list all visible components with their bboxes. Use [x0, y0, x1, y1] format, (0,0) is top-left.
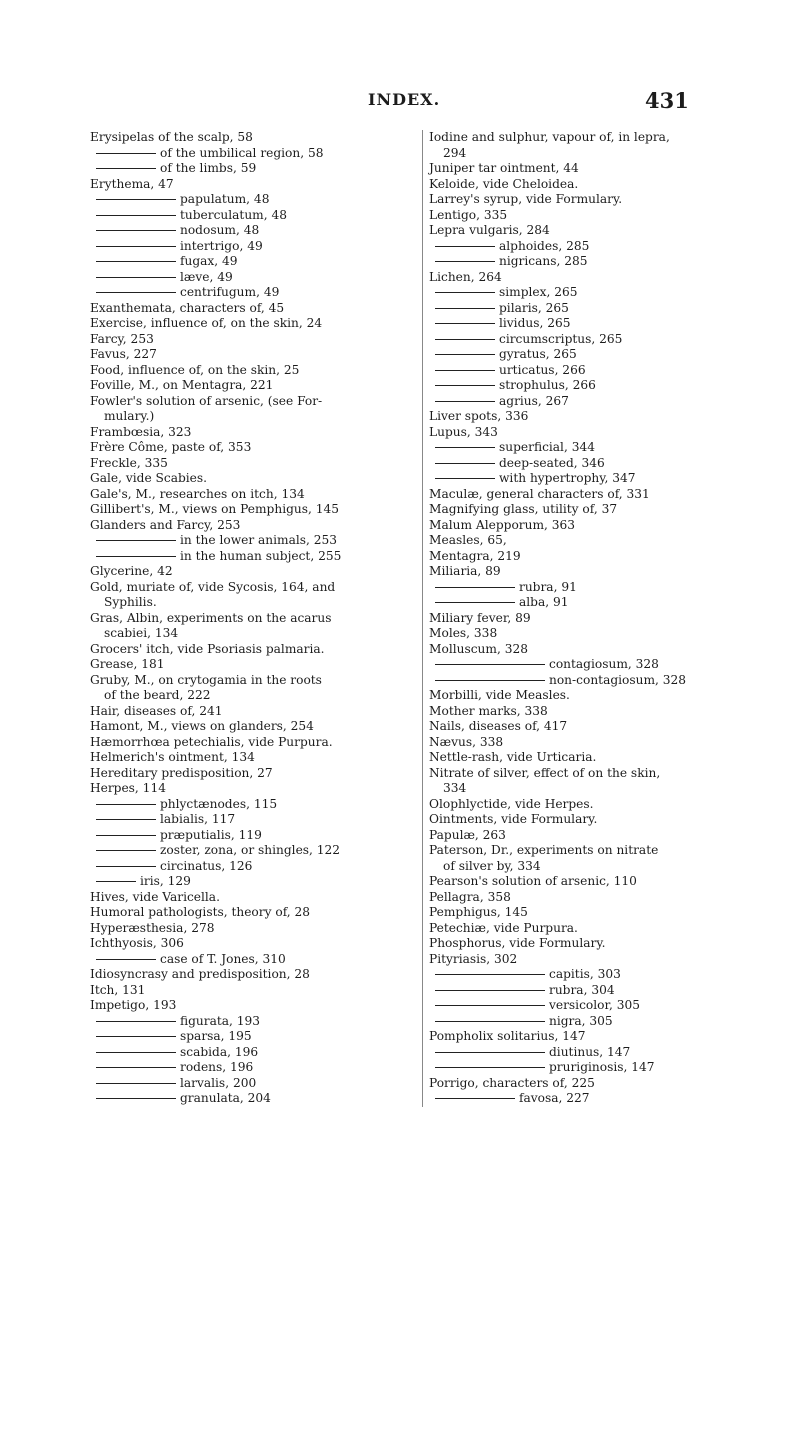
- ditto-rule: [96, 215, 176, 216]
- ditto-rule: [96, 881, 136, 882]
- index-entry: [429, 967, 742, 983]
- index-entry: [90, 657, 410, 673]
- index-entry-text: circinatus, 126: [160, 858, 253, 873]
- index-entry: [90, 998, 410, 1014]
- index-entry: [429, 270, 742, 286]
- index-entry: [429, 425, 742, 441]
- index-entry: [90, 239, 410, 255]
- ditto-rule: [96, 153, 156, 154]
- ditto-rule: [435, 354, 495, 355]
- ditto-rule: [435, 1005, 545, 1006]
- index-entry-text: Nævus, 338: [429, 734, 504, 749]
- ditto-rule: [96, 261, 176, 262]
- index-entry: [429, 208, 742, 224]
- index-column-left: [90, 130, 410, 1107]
- index-entry: [429, 921, 742, 937]
- index-entry-text: Lichen, 264: [429, 269, 502, 284]
- index-entry: [90, 332, 410, 348]
- index-entry-text: favosa, 227: [519, 1091, 590, 1105]
- index-entry-text: Papulæ, 263: [429, 827, 506, 842]
- index-entry-text: in the lower animals, 253: [180, 533, 338, 547]
- index-entry: [90, 456, 410, 472]
- index-entry: [429, 936, 742, 952]
- ditto-rule: [96, 1098, 176, 1099]
- index-entry-text: Glycerine, 42: [90, 564, 173, 578]
- index-entry: [429, 673, 742, 689]
- ditto-rule: [435, 323, 495, 324]
- index-entry-text: non-contagiosum, 328: [549, 672, 687, 687]
- index-entry: [90, 564, 410, 580]
- index-entry: [429, 905, 742, 921]
- ditto-rule: [96, 819, 156, 820]
- index-entry-text: papulatum, 48: [180, 192, 270, 206]
- index-entry-text: Favus, 227: [90, 347, 157, 361]
- index-entry: [429, 502, 742, 518]
- index-entry-text: Olophlyctide, vide Herpes.: [429, 796, 594, 811]
- index-entry: [90, 921, 410, 937]
- index-entry-text: Maculæ, general characters of, 331: [429, 486, 650, 501]
- index-entry-text: fugax, 49: [180, 254, 238, 268]
- index-entry-text: scabida, 196: [180, 1044, 259, 1059]
- index-entry: [429, 456, 742, 472]
- ditto-rule: [96, 168, 156, 169]
- index-entry-text: Gold, muriate of, vide Sycosis, 164, and: [90, 579, 336, 594]
- index-entry-text: læve, 49: [180, 269, 233, 284]
- index-entry-text: versicolor, 305: [549, 998, 640, 1012]
- index-entry-text: Miliary fever, 89: [429, 610, 531, 625]
- index-entry-text: Pemphigus, 145: [429, 905, 528, 919]
- index-entry-text: superficial, 344: [499, 440, 595, 454]
- index-entry: [90, 766, 410, 782]
- index-entry-text: Nails, diseases of, 417: [429, 719, 568, 733]
- index-entry: [429, 549, 742, 565]
- index-entry-text: Liver spots, 336: [429, 409, 529, 423]
- index-entry-text: Farcy, 253: [90, 331, 154, 346]
- index-entry-text: Freckle, 335: [90, 455, 168, 470]
- index-entry-text: Food, influence of, on the skin, 25: [90, 362, 300, 377]
- index-entry-continuation: 294: [443, 145, 467, 160]
- ditto-rule: [96, 292, 176, 293]
- index-entry-text: Juniper tar ointment, 44: [429, 161, 579, 175]
- ditto-rule: [96, 199, 176, 200]
- index-entry: [90, 905, 410, 921]
- index-entry-text: agrius, 267: [499, 393, 569, 408]
- index-entry: [90, 223, 410, 239]
- index-entry: [90, 487, 410, 503]
- index-entry: [429, 223, 742, 239]
- index-entry: [90, 781, 410, 797]
- index-entry: [90, 549, 410, 565]
- index-entry: [90, 502, 410, 518]
- index-entry: [90, 859, 410, 875]
- index-entry-text: circumscriptus, 265: [499, 331, 623, 346]
- index-entry-text: Phosphorus, vide Formulary.: [429, 936, 606, 950]
- index-entry-text: zoster, zona, or shingles, 122: [160, 843, 341, 857]
- index-entry: [90, 797, 410, 813]
- index-entry-text: Helmerich's ointment, 134: [90, 750, 255, 764]
- index-entry: [429, 595, 742, 611]
- index-entry: [429, 843, 742, 874]
- index-entry-text: Grease, 181: [90, 657, 165, 671]
- index-entry: [429, 301, 742, 317]
- index-entry: [429, 1045, 742, 1061]
- index-entry: [429, 363, 742, 379]
- index-entry-text: Impetigo, 193: [90, 998, 177, 1012]
- index-entry-text: Hives, vide Varicella.: [90, 889, 220, 904]
- index-entry: [429, 409, 742, 425]
- index-entry: [90, 316, 410, 332]
- index-entry: [90, 735, 410, 751]
- index-entry: [429, 378, 742, 394]
- index-entry-text: Gillibert's, M., views on Pemphigus, 145: [90, 502, 340, 516]
- index-entry: [429, 316, 742, 332]
- index-entry: [90, 673, 410, 704]
- index-entry-text: Erysipelas of the scalp, 58: [90, 130, 253, 144]
- index-entry: [90, 378, 410, 394]
- ditto-rule: [435, 587, 515, 588]
- ditto-rule: [435, 370, 495, 371]
- ditto-rule: [435, 1052, 545, 1053]
- index-entry-text: of the limbs, 59: [160, 161, 257, 175]
- index-entry-text: of the umbilical region, 58: [160, 145, 324, 160]
- index-entry-text: tuberculatum, 48: [180, 207, 287, 222]
- index-entry: [429, 332, 742, 348]
- index-entry-text: Magnifying glass, utility of, 37: [429, 502, 618, 516]
- index-entry: [90, 750, 410, 766]
- index-entry-continuation: Syphilis.: [104, 595, 157, 609]
- index-entry: [429, 1029, 742, 1045]
- index-entry-text: larvalis, 200: [180, 1075, 257, 1090]
- index-entry: [429, 564, 742, 580]
- index-entry-text: Humoral pathologists, theory of, 28: [90, 905, 311, 919]
- index-entry-text: Hair, diseases of, 241: [90, 703, 223, 718]
- index-entry: [90, 611, 410, 642]
- index-entry: [90, 254, 410, 270]
- index-entry-text: Pearson's solution of arsenic, 110: [429, 874, 637, 888]
- index-entry-text: Glanders and Farcy, 253: [90, 517, 241, 532]
- index-entry: [90, 177, 410, 193]
- index-entry-text: Hamont, M., views on glanders, 254: [90, 719, 314, 733]
- index-column-right: [422, 130, 742, 1107]
- index-entry-text: figurata, 193: [180, 1013, 261, 1028]
- index-entry-continuation: scabiei, 134: [104, 626, 179, 640]
- index-entry: [429, 192, 742, 208]
- index-entry-text: Nitrate of silver, effect of on the skin,: [429, 765, 661, 780]
- index-entry-text: granulata, 204: [180, 1091, 271, 1105]
- index-entry-text: sparsa, 195: [180, 1029, 252, 1043]
- index-entry: [429, 719, 742, 735]
- index-entry-text: Pityriasis, 302: [429, 951, 518, 966]
- index-entry: [90, 983, 410, 999]
- index-entry-text: nigra, 305: [549, 1013, 613, 1028]
- index-entry: [429, 254, 742, 270]
- ditto-rule: [96, 1083, 176, 1084]
- index-entry-text: urticatus, 266: [499, 362, 586, 377]
- index-entry: [429, 735, 742, 751]
- ditto-rule: [435, 339, 495, 340]
- index-entry: [429, 1060, 742, 1076]
- index-entry-text: nigricans, 285: [499, 254, 588, 268]
- index-entry: [429, 998, 742, 1014]
- ditto-rule: [96, 540, 176, 541]
- index-entry: [90, 890, 410, 906]
- index-entry: [90, 843, 410, 859]
- ditto-rule: [96, 556, 176, 557]
- index-entry-text: labialis, 117: [160, 812, 236, 826]
- index-entry: [429, 1014, 742, 1030]
- index-entry: [429, 533, 742, 549]
- index-entry-text: Lupus, 343: [429, 424, 498, 439]
- index-entry-text: Molluscum, 328: [429, 641, 528, 656]
- index-entry-text: gyratus, 265: [499, 347, 577, 361]
- index-entry-text: iris, 129: [140, 874, 191, 888]
- index-entry: [429, 161, 742, 177]
- index-entry: [90, 704, 410, 720]
- index-entry-text: Pompholix solitarius, 147: [429, 1029, 586, 1043]
- index-entry: [429, 347, 742, 363]
- index-entry-text: capitis, 303: [549, 967, 621, 981]
- index-entry: [429, 704, 742, 720]
- index-entry-text: Exanthemata, characters of, 45: [90, 300, 285, 315]
- ditto-rule: [435, 990, 545, 991]
- index-entry: [90, 347, 410, 363]
- index-entry-text: Herpes, 114: [90, 781, 166, 795]
- index-entry-continuation: 334: [443, 781, 467, 795]
- index-entry: [429, 440, 742, 456]
- ditto-rule: [435, 463, 495, 464]
- ditto-rule: [435, 308, 495, 309]
- ditto-rule: [435, 1067, 545, 1068]
- index-entry-text: Hyperæsthesia, 278: [90, 920, 215, 935]
- index-entry: [429, 688, 742, 704]
- ditto-rule: [96, 1052, 176, 1053]
- ditto-rule: [435, 664, 545, 665]
- index-entry-text: Foville, M., on Mentagra, 221: [90, 378, 274, 392]
- index-entry: [429, 657, 742, 673]
- index-entry: [90, 533, 410, 549]
- index-entry: [90, 363, 410, 379]
- index-entry: [90, 936, 410, 952]
- index-entry-text: Gras, Albin, experiments on the acarus: [90, 610, 332, 625]
- ditto-rule: [435, 447, 495, 448]
- index-entry-text: Petechiæ, vide Purpura.: [429, 920, 578, 935]
- index-entry-text: Mother marks, 338: [429, 703, 548, 718]
- ditto-rule: [96, 959, 156, 960]
- ditto-rule: [96, 835, 156, 836]
- ditto-rule: [96, 866, 156, 867]
- index-entry-text: Gale's, M., researches on itch, 134: [90, 486, 305, 501]
- index-entry-text: strophulus, 266: [499, 378, 596, 392]
- index-entry: [90, 394, 410, 425]
- index-entry: [90, 580, 410, 611]
- index-entry-text: Gruby, M., on crytogamia in the roots: [90, 672, 322, 687]
- index-entry: [429, 642, 742, 658]
- index-entry-text: nodosum, 48: [180, 223, 260, 237]
- ditto-rule: [435, 1021, 545, 1022]
- index-entry-text: Pellagra, 358: [429, 889, 511, 904]
- index-entry-continuation: mulary.): [104, 409, 155, 423]
- index-entry: [429, 750, 742, 766]
- ditto-rule: [96, 246, 176, 247]
- index-entry-text: Hæmorrhœa petechialis, vide Purpura.: [90, 734, 333, 749]
- index-entry: [429, 471, 742, 487]
- index-entry: [90, 1029, 410, 1045]
- index-entry: [90, 192, 410, 208]
- ditto-rule: [96, 1067, 176, 1068]
- index-entry: [90, 440, 410, 456]
- index-entry: [90, 146, 410, 162]
- index-entry-text: diutinus, 147: [549, 1044, 631, 1059]
- index-entry: [429, 285, 742, 301]
- index-entry-text: in the human subject, 255: [180, 548, 342, 563]
- ditto-rule: [435, 401, 495, 402]
- index-entry: [90, 130, 410, 146]
- index-entry-text: Malum Alepporum, 363: [429, 517, 576, 532]
- index-entry-text: phlyctænodes, 115: [160, 796, 278, 811]
- index-entry-text: Miliaria, 89: [429, 564, 501, 578]
- index-entry-text: Itch, 131: [90, 982, 146, 997]
- index-entry-continuation: of silver by, 334: [443, 858, 541, 873]
- index-entry-text: Hereditary predisposition, 27: [90, 765, 273, 780]
- index-entry-text: Lepra vulgaris, 284: [429, 223, 550, 237]
- index-entry-text: Gale, vide Scabies.: [90, 471, 208, 485]
- ditto-rule: [96, 1021, 176, 1022]
- ditto-rule: [435, 478, 495, 479]
- index-entry-text: Ichthyosis, 306: [90, 936, 184, 950]
- index-entry: [90, 952, 410, 968]
- index-entry: [429, 487, 742, 503]
- index-entry: [429, 952, 742, 968]
- index-entry-text: Lentigo, 335: [429, 207, 508, 222]
- index-entry-text: Exercise, influence of, on the skin, 24: [90, 316, 323, 330]
- index-entry-text: Porrigo, characters of, 225: [429, 1075, 595, 1090]
- ditto-rule: [96, 850, 156, 851]
- index-entry-text: præputialis, 119: [160, 827, 262, 842]
- index-entry-continuation: of the beard, 222: [104, 688, 211, 702]
- running-title: INDEX.: [368, 90, 441, 109]
- index-entry: [90, 1060, 410, 1076]
- index-entry: [429, 611, 742, 627]
- index-entry: [429, 874, 742, 890]
- index-entry-text: rubra, 91: [519, 579, 577, 594]
- index-entry: [429, 797, 742, 813]
- index-entry: [90, 642, 410, 658]
- index-entry-text: Iodine and sulphur, vapour of, in lepra,: [429, 130, 670, 144]
- index-entry-text: rodens, 196: [180, 1060, 254, 1074]
- index-entry-text: Nettle-rash, vide Urticaria.: [429, 750, 597, 764]
- index-entry-text: Mentagra, 219: [429, 548, 521, 563]
- index-entry-text: Keloide, vide Cheloidea.: [429, 176, 579, 191]
- ditto-rule: [96, 230, 176, 231]
- index-entry-text: lividus, 265: [499, 316, 571, 330]
- page-header: [0, 88, 800, 114]
- index-entry-text: deep-seated, 346: [499, 455, 605, 470]
- index-entry: [90, 301, 410, 317]
- index-entry: [90, 1014, 410, 1030]
- ditto-rule: [435, 385, 495, 386]
- index-entry-text: Paterson, Dr., experiments on nitrate: [429, 843, 659, 857]
- index-entry-text: Frère Côme, paste of, 353: [90, 440, 252, 454]
- index-entry: [429, 580, 742, 596]
- index-entry: [90, 812, 410, 828]
- index-entry-text: with hypertrophy, 347: [499, 471, 636, 485]
- ditto-rule: [435, 602, 515, 603]
- ditto-rule: [435, 246, 495, 247]
- index-entry: [90, 1091, 410, 1107]
- ditto-rule: [435, 292, 495, 293]
- index-entry-text: simplex, 265: [499, 285, 578, 299]
- page-number: 431: [645, 88, 689, 113]
- index-entry: [429, 890, 742, 906]
- index-entry-text: rubra, 304: [549, 982, 615, 997]
- index-entry-text: Idiosyncrasy and predisposition, 28: [90, 967, 310, 981]
- index-entry-text: Erythema, 47: [90, 176, 174, 191]
- index-entry: [429, 812, 742, 828]
- ditto-rule: [435, 1098, 515, 1099]
- ditto-rule: [96, 277, 176, 278]
- index-entry: [90, 518, 410, 534]
- index-entry-text: contagiosum, 328: [549, 657, 659, 671]
- index-entry-text: Frambœsia, 323: [90, 424, 192, 439]
- index-entry-text: Fowler's solution of arsenic, (see For-: [90, 393, 323, 408]
- index-entry-text: pruriginosis, 147: [549, 1060, 655, 1074]
- index-entry-text: Grocers' itch, vide Psoriasis palmaria.: [90, 641, 325, 656]
- index-entry: [90, 471, 410, 487]
- index-entry-text: alba, 91: [519, 595, 569, 609]
- index-entry: [90, 161, 410, 177]
- index-entry: [90, 1076, 410, 1092]
- index-entry: [90, 967, 410, 983]
- ditto-rule: [96, 804, 156, 805]
- index-entry: [90, 828, 410, 844]
- index-entry: [429, 983, 742, 999]
- index-entry-text: alphoides, 285: [499, 238, 590, 253]
- index-entry: [429, 1091, 742, 1107]
- index-entry-text: Ointments, vide Formulary.: [429, 812, 598, 826]
- index-entry: [429, 1076, 742, 1092]
- index-entry: [90, 270, 410, 286]
- index-entry-text: Morbilli, vide Measles.: [429, 688, 570, 702]
- index-entry: [429, 239, 742, 255]
- index-entry: [429, 177, 742, 193]
- index-entry: [90, 425, 410, 441]
- index-entry: [429, 394, 742, 410]
- index-entry: [90, 285, 410, 301]
- index-entry-text: Larrey's syrup, vide Formulary.: [429, 192, 623, 206]
- index-entry: [90, 1045, 410, 1061]
- index-entry: [90, 719, 410, 735]
- ditto-rule: [435, 680, 545, 681]
- ditto-rule: [435, 974, 545, 975]
- index-entry-text: centrifugum, 49: [180, 285, 280, 299]
- index-entry: [429, 766, 742, 797]
- index-entry-text: Moles, 338: [429, 626, 498, 640]
- index-entry: [429, 626, 742, 642]
- index-entry-text: case of T. Jones, 310: [160, 951, 286, 966]
- index-entry-text: intertrigo, 49: [180, 238, 263, 253]
- ditto-rule: [96, 1036, 176, 1037]
- index-entry-text: pilaris, 265: [499, 300, 569, 315]
- index-entry: [429, 518, 742, 534]
- ditto-rule: [435, 261, 495, 262]
- index-entry: [90, 208, 410, 224]
- index-entry: [90, 874, 410, 890]
- index-entry: [429, 130, 742, 161]
- index-entry-text: Measles, 65,: [429, 533, 507, 547]
- index-entry: [429, 828, 742, 844]
